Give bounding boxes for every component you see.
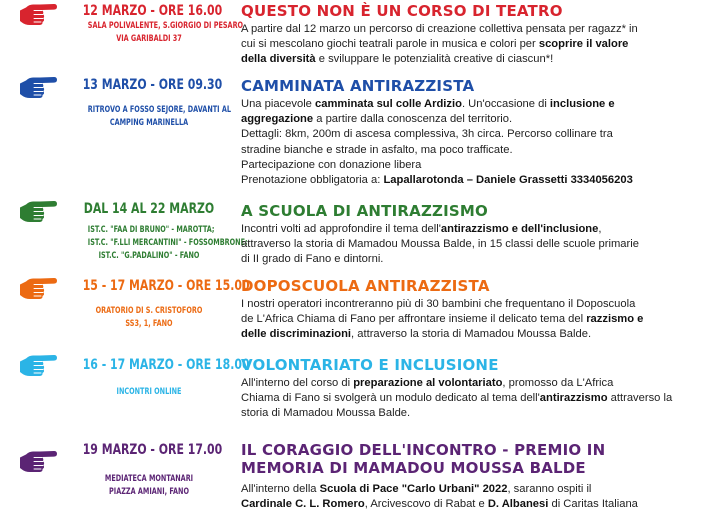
text-segment: de L'Africa Chiama di Fano per affrontare insieme il delicato tema del (241, 313, 587, 326)
text-segment: stradine bianche e strade in asfalto, ma poco trafficate. (241, 143, 513, 156)
event-place-line: ORATORIO DI S. CRISTOFORO (95, 306, 203, 316)
pointing-hand-icon (18, 352, 58, 378)
text-segment: di II grado di Fano e dintorni. (241, 253, 384, 266)
pointing-hand-icon (18, 198, 58, 224)
text-segment: storia di Mamadou Moussa Balde. (241, 407, 411, 420)
description-line (241, 406, 711, 421)
description-line (241, 173, 711, 188)
event-title: IL CORAGGIO DELL'INCONTRO - PREMIO IN (241, 441, 606, 459)
description-line (241, 222, 711, 237)
event-date: 15 - 17 MARZO - ORE 15.00 (82, 278, 250, 294)
text-segment: A partire dal 12 marzo un percorso di creazione collettiva pensata per ragazz* in (241, 23, 638, 35)
event-1-content (241, 2, 711, 68)
pointing-hand-icon (18, 74, 58, 100)
event-place-line: INCONTRI ONLINE (116, 387, 182, 397)
description-line (241, 52, 711, 67)
event-1-info (64, 2, 244, 46)
event-place-line: IST.C. "G.PADALINO" - FANO (98, 251, 200, 261)
event-date: 19 MARZO - ORE 17.00 (82, 442, 223, 458)
text-segment: attraverso la (607, 392, 673, 405)
text-segment: , Arcivescovo di Rabat e (364, 498, 488, 511)
description-line (241, 327, 711, 342)
text-segment: , saranno ospiti il (507, 483, 592, 495)
event-place-line: VIA GARIBALDI 37 (116, 34, 182, 44)
description-line (241, 37, 711, 52)
text-segment: , promosso da L'Africa (502, 377, 614, 389)
bold-text: camminata sul colle Ardizio (315, 98, 462, 110)
description-line (241, 252, 711, 267)
bold-text: scoprire il valore (538, 38, 629, 51)
description-line (241, 112, 711, 127)
event-5-info (64, 356, 250, 399)
event-6-content (241, 441, 711, 512)
text-segment: . Un'occasione di (461, 98, 550, 110)
event-title: QUESTO NON È UN CORSO DI TEATRO (241, 2, 563, 20)
event-description (241, 22, 711, 68)
text-segment: attraverso la storia di Mamadou Moussa Balde, in 15 classi delle scuole primarie (241, 238, 639, 251)
event-title: VOLONTARIATO E INCLUSIONE (241, 356, 499, 374)
description-line (241, 237, 711, 252)
text-segment: a partire dalla conoscenza del territorio. (313, 113, 513, 126)
description-line (241, 297, 711, 312)
event-place-line: MEDIATECA MONTANARI (104, 474, 194, 484)
description-line (241, 391, 711, 406)
event-description (241, 482, 711, 512)
event-date: 16 - 17 MARZO - ORE 18.00 (82, 357, 250, 373)
event-place-line: SS3, 1, FANO (125, 319, 173, 329)
description-line (241, 482, 711, 497)
bold-text: Cardinale C. L. Romero (241, 498, 365, 511)
event-title-line-2: MEMORIA DI MAMADOU MOUSSA BALDE (241, 459, 586, 477)
text-segment: All'interno del corso di (241, 377, 354, 389)
pointing-hand-icon (18, 448, 58, 474)
bold-text: Scuola di Pace "Carlo Urbani" 2022 (319, 483, 508, 495)
bold-text: D. Albanesi (487, 498, 549, 511)
event-place-line: CAMPING MARINELLA (109, 118, 189, 128)
event-title: A SCUOLA DI ANTIRAZZISMO (241, 202, 488, 220)
event-place-line: PIAZZA AMIANI, FANO (109, 487, 189, 497)
event-place-line: SALA POLIVALENTE, S.GIORGIO DI PESARO (87, 21, 244, 31)
text-segment: Una piacevole (241, 98, 316, 110)
event-date: 12 MARZO - ORE 16.00 (82, 3, 223, 19)
text-segment: , attraverso la storia di Mamadou Moussa Balde. (351, 328, 592, 341)
text-segment: Chiama di Fano si svolgerà un modulo dedicato al tema dell' (241, 392, 540, 405)
description-line (241, 376, 711, 391)
text-segment: e sviluppare le potenzialità creative di ciascun*! (315, 53, 554, 66)
event-title: CAMMINATA ANTIRAZZISTA (241, 77, 475, 95)
pointing-hand-icon (18, 1, 58, 27)
event-description (241, 297, 711, 343)
text-segment: di Caritas Italiana (548, 498, 638, 511)
event-description (241, 222, 711, 268)
bold-text: antirazzismo e dell'inclusione (440, 223, 599, 235)
description-line (241, 22, 711, 37)
event-date: 13 MARZO - ORE 09.30 (82, 77, 223, 93)
event-3-info (64, 200, 248, 263)
pointing-hand-icon (18, 275, 58, 301)
text-segment: Incontri volti ad approfondire il tema dell' (241, 223, 441, 235)
event-2-content (241, 77, 711, 188)
event-4-content (241, 277, 711, 343)
text-segment: All'interno della (241, 483, 320, 495)
description-line (241, 312, 711, 327)
event-description (241, 376, 711, 422)
text-segment: cui si mescolano giochi teatrali parole in musica e colori per (241, 38, 539, 51)
event-place-line: RITROVO A FOSSO SEJORE, DAVANTI AL (87, 105, 231, 115)
description-line (241, 143, 711, 158)
event-6-info (64, 441, 234, 499)
bold-text: antirazzismo (539, 392, 608, 405)
description-line (241, 97, 711, 112)
event-place-line: IST.C. "F.LLI MERCANTINI" - FOSSOMBRONE; (87, 238, 248, 248)
bold-text: inclusione e (549, 98, 615, 110)
event-date: DAL 14 AL 22 MARZO (83, 201, 215, 217)
event-2-info (64, 76, 234, 130)
text-segment: Partecipazione con donazione libera (241, 158, 422, 171)
event-5-content (241, 356, 711, 422)
event-place-line: IST.C. "FAA DI BRUNO" - MAROTTA; (87, 225, 215, 235)
text-segment: I nostri operatori incontreranno più di 30 bambini che frequentano il Doposcuola (241, 298, 636, 310)
bold-text: aggregazione (241, 113, 314, 126)
bold-text: preparazione al volontariato (353, 377, 503, 389)
description-line (241, 127, 711, 142)
event-4-info (64, 277, 250, 331)
bold-text: Lapallarotonda – Daniele Grassetti 3334056203 (383, 174, 633, 187)
text-segment: Dettagli: 8km, 200m di ascesa complessiva, 3h circa. Percorso collinare tra (241, 128, 613, 141)
description-line (241, 158, 711, 173)
event-description (241, 97, 711, 188)
text-segment: , (598, 223, 602, 235)
bold-text: delle discriminazioni (241, 328, 352, 341)
text-segment: Prenotazione obbligatoria a: (241, 174, 384, 187)
bold-text: razzismo e (586, 313, 644, 326)
event-title: DOPOSCUOLA ANTIRAZZISTA (241, 277, 490, 295)
bold-text: della diversità (241, 53, 316, 66)
event-3-content (241, 202, 711, 268)
